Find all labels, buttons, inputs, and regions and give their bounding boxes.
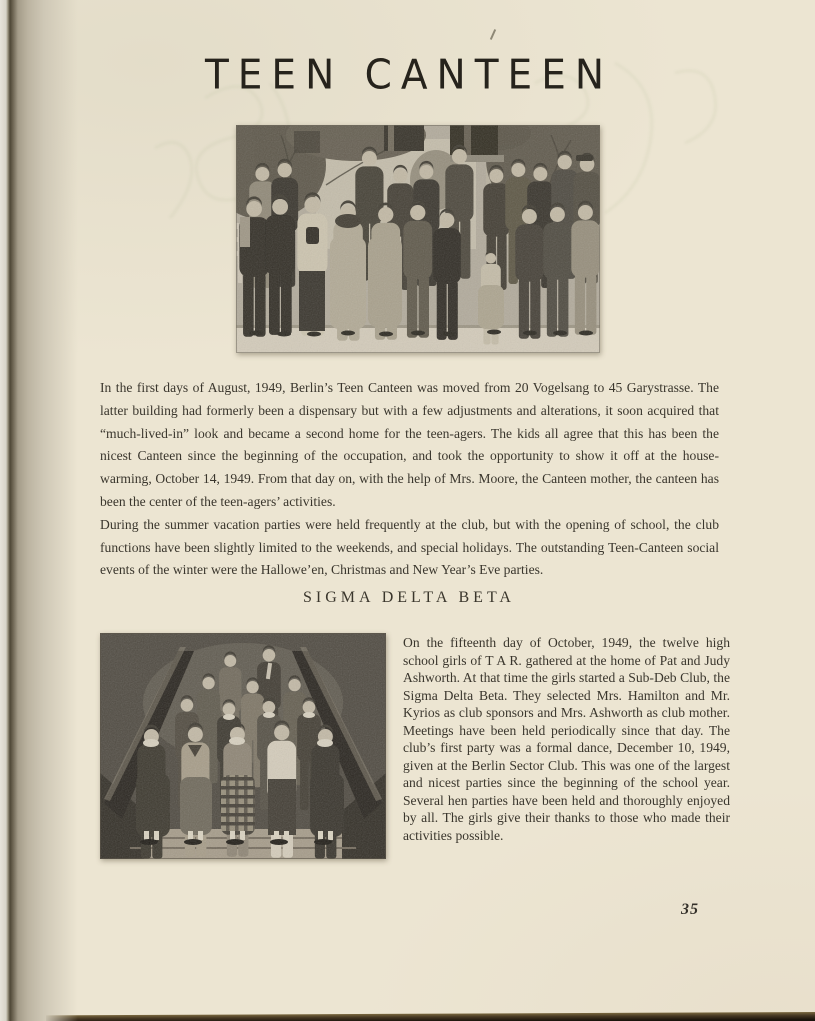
- sigma-delta-beta-paragraph: On the fifteenth day of October, 1949, the twelve high school girls of T A R. gathered at the home of Pat and Judy Ashworth. At that time the girls started a Sub-Deb Club, the Sigma Delta Beta. They selected Mrs. Hamilton and Mr. Kyrios as club sponsors and Mrs. Ashworth as club mother. Meetings have been held periodically since that day. The club’s first party was a formal dance, December 10, 1949, given at the Berlin Sector Club. This was one of the largest and nicest parties since the beginning of the school year. Several hen parties have been held and thoroughly enjoyed by all. The girls give their thanks to those who made their activities possible.: [403, 635, 730, 843]
- page-title: TEEN CANTEEN: [204, 51, 614, 100]
- page-number: 35: [681, 901, 699, 918]
- stray-pen-mark: [490, 29, 496, 40]
- teen-canteen-group-photo: [236, 125, 600, 353]
- book-gutter-edge: [0, 0, 78, 1021]
- book-bottom-edge: [46, 1012, 815, 1021]
- teen-canteen-body: [100, 377, 719, 582]
- sigma-delta-beta-heading: SIGMA DELTA BETA: [303, 589, 515, 606]
- teen-canteen-paragraph-2: During the summer vacation parties were held frequently at the club, but with the opening of school, the club functions have been slightly limited to the weekends, and special holidays. The outstanding Teen-Canteen social events of the winter were the Hallowe’en, Christmas and New Year’s Eve parties.: [100, 516, 719, 578]
- teen-canteen-paragraph-1: In the first days of August, 1949, Berlin’s Teen Canteen was moved from 20 Vogelsang to 45 Garystrasse. The latter building had formerly been a dispensary but with a few adjustments and alterations, it soon acquired that “much-lived-in” look and became a second home for the teen-agers. The kids all agree that this has been the nicest Canteen since the beginning of the occupation, and took the opportunity to show it off at the house-warming, October 14, 1949. From that day on, with the help of Mrs. Moore, the Canteen mother, the canteen has been the center of the teen-agers’ activities.: [100, 380, 719, 509]
- sigma-delta-beta-body: [403, 634, 730, 844]
- sigma-delta-beta-photo: [100, 633, 386, 859]
